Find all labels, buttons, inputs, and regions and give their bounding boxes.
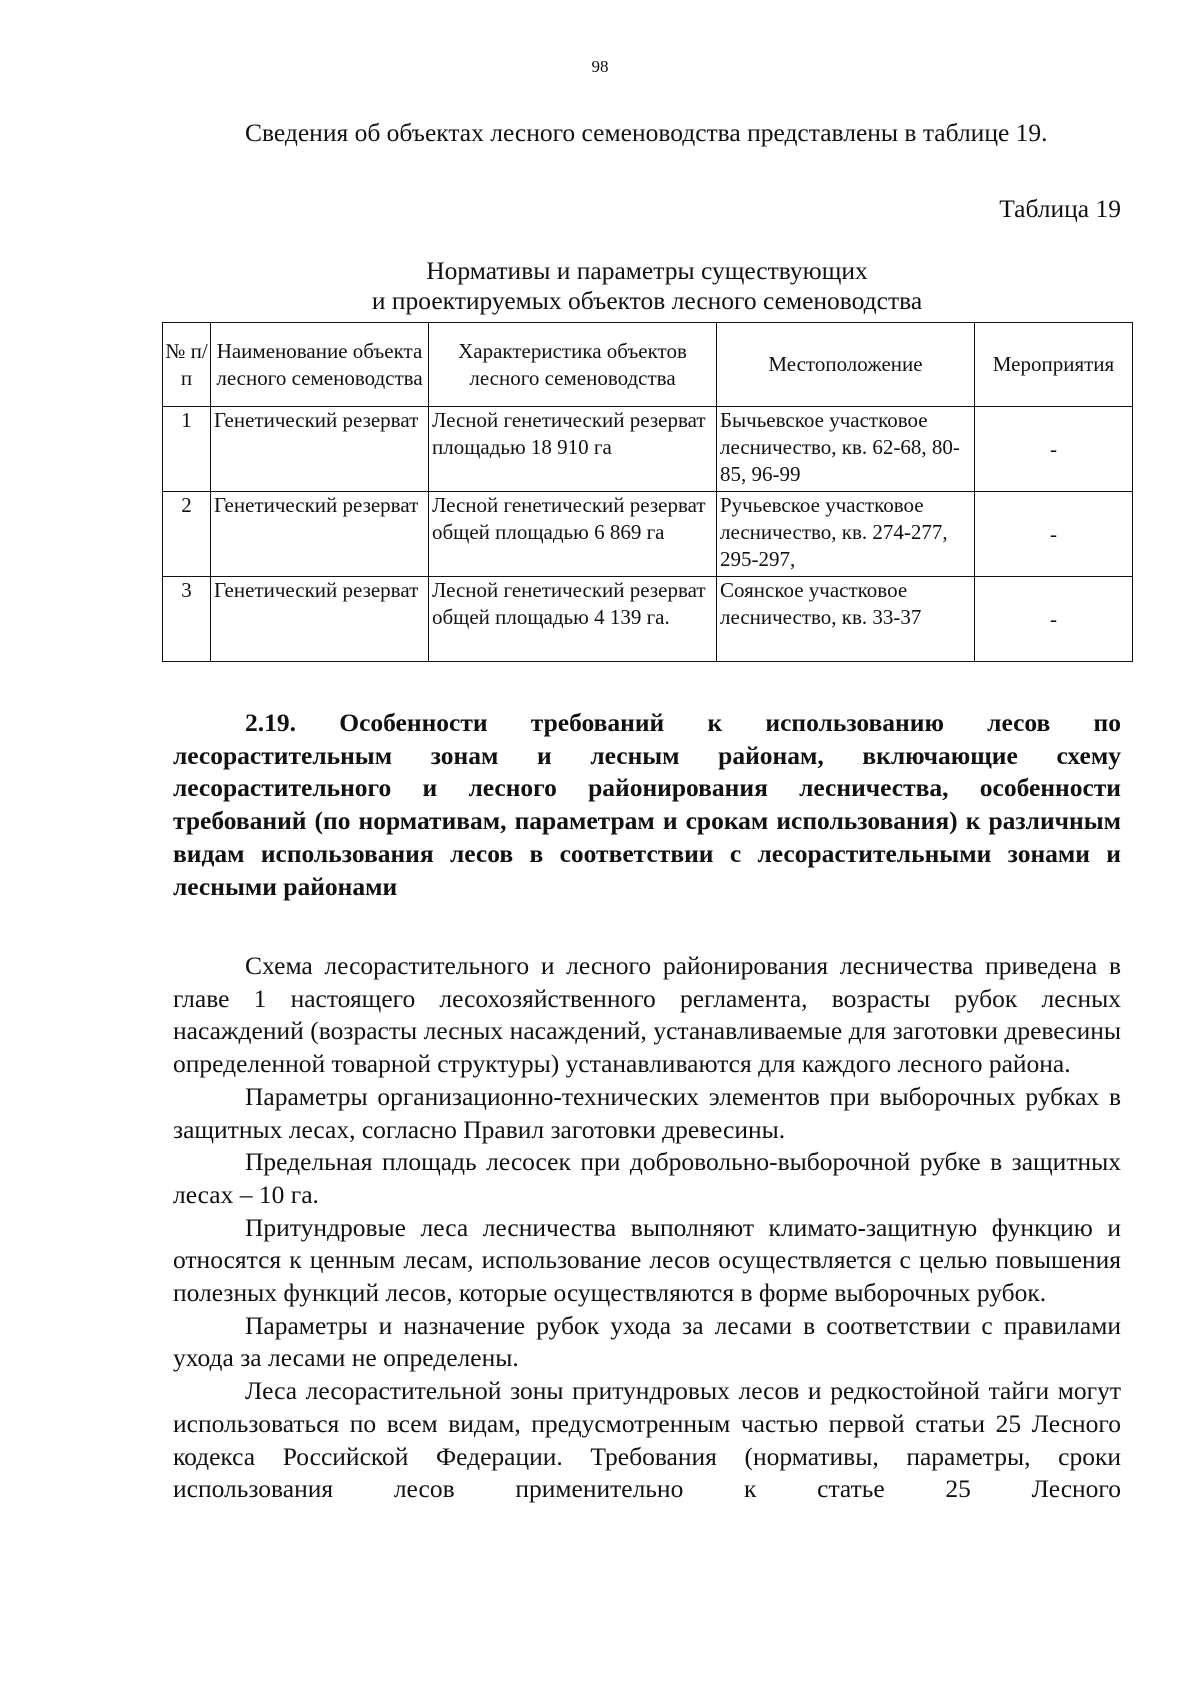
cell-activities: - xyxy=(975,407,1133,492)
table-caption-line-1: Нормативы и параметры существующих xyxy=(426,256,868,285)
body-text xyxy=(173,950,1121,1506)
cell-name: Генетический резерват xyxy=(211,577,429,662)
section-block xyxy=(173,707,1121,903)
cell-activities: - xyxy=(975,492,1133,577)
header-activities: Мероприятия xyxy=(975,323,1133,407)
header-characteristic: Характеристика объектов лесного семеноводства xyxy=(429,323,717,407)
section-heading: 2.19. Особенности требований к использованию лесов по лесорастительным зонам и лесным районам, включающие схему лесорастительного и лесного районирования лесничества, особенности требований (по нормативам, параметрам и срокам использования) к различным видам использования лесов в соответствии с лесорастительными зонами и лесными районами xyxy=(173,708,1121,901)
intro-block xyxy=(173,117,1121,150)
body-paragraph: Леса лесорастительной зоны притундровых лесов и редкостойной тайги могут использоваться по всем видам, предусмотренным частью первой статьи 25 Лесного кодекса Российской Федерации. Требования (нормативы, параметры, сроки использования лесов применительно к статье 25 Лесного xyxy=(173,1376,1121,1504)
cell-number: 3 xyxy=(163,577,211,662)
table-caption xyxy=(162,256,1132,316)
body-paragraph: Притундровые леса лесничества выполняют климато-защитную функцию и относятся к ценным лесам, использование лесов осуществляется с целью повышения полезных функций лесов, которые осуществляются в форме выборочных рубок. xyxy=(173,1212,1121,1308)
body-paragraph: Предельная площадь лесосек при добровольно-выборочной рубке в защитных лесах – 10 га. xyxy=(173,1147,1121,1209)
seed-objects-table-container xyxy=(162,322,1133,662)
table-row xyxy=(163,407,1133,492)
cell-number: 2 xyxy=(163,492,211,577)
cell-characteristic: Лесной генетический резерват общей площадью 4 139 га. xyxy=(429,577,717,662)
header-number: № п/ п xyxy=(163,323,211,407)
cell-characteristic: Лесной генетический резерват общей площадью 6 869 га xyxy=(429,492,717,577)
cell-location: Бычьевское участковое лесничество, кв. 62-68, 80-85, 96-99 xyxy=(717,407,975,492)
cell-name: Генетический резерват xyxy=(211,492,429,577)
table-caption-line-2: и проектируемых объектов лесного семеноводства xyxy=(371,286,923,315)
page-number: 98 xyxy=(591,57,609,76)
table-row xyxy=(163,577,1133,662)
table-row xyxy=(163,492,1133,577)
cell-location: Ручьевское участковое лесничество, кв. 274-277, 295-297, xyxy=(717,492,975,577)
cell-name: Генетический резерват xyxy=(211,407,429,492)
header-name: Наименование объекта лесного семеноводства xyxy=(211,323,429,407)
table-header-row xyxy=(163,323,1133,407)
header-location: Местоположение xyxy=(717,323,975,407)
body-paragraph: Параметры и назначение рубок ухода за лесами в соответствии с правилами ухода за лесами не определены. xyxy=(173,1310,1121,1373)
seed-objects-table xyxy=(162,322,1133,662)
cell-number: 1 xyxy=(163,407,211,492)
body-paragraph: Схема лесорастительного и лесного районирования лесничества приведена в главе 1 настоящего лесохозяйственного регламента, возрасты рубок лесных насаждений (возрасты лесных насаждений, устанавливаемые для заготовки древесины определенной товарной структуры) устанавливаются для каждого лесного района. xyxy=(173,951,1121,1079)
cell-activities: - xyxy=(975,577,1133,662)
intro-paragraph: Сведения об объектах лесного семеноводства представлены в таблице 19. xyxy=(245,118,1048,147)
cell-location: Соянское участковое лесничество, кв. 33-37 xyxy=(717,577,975,662)
table-label: Таблица 19 xyxy=(999,194,1121,223)
body-paragraph: Параметры организационно-технических элементов при выборочных рубках в защитных лесах, согласно Правил заготовки древесины. xyxy=(173,1081,1121,1144)
cell-characteristic: Лесной генетический резерват площадью 18 910 га xyxy=(429,407,717,492)
